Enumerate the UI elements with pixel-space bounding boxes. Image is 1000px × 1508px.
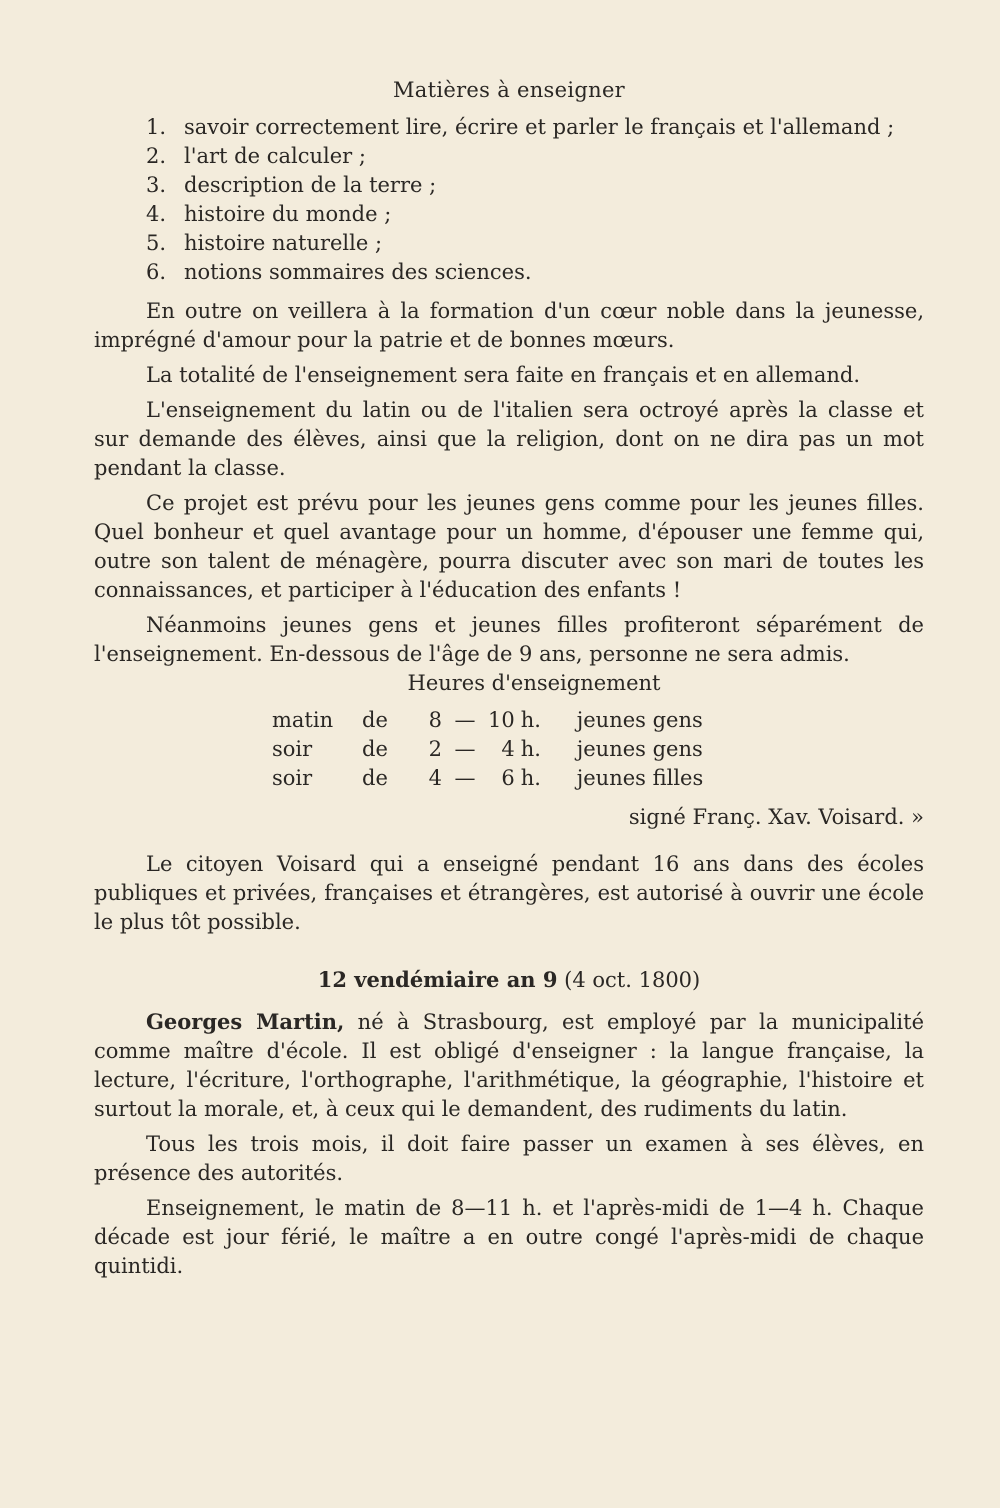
person-name: Georges Martin, <box>146 1009 345 1034</box>
table-row: soir de 4 — 6 h. jeunes filles <box>272 766 704 790</box>
paragraph: Tous les trois mois, il doit faire passer un examen à ses élèves, en présence des autorités. <box>94 1132 924 1185</box>
schedule-table <box>272 706 703 793</box>
list-item: 1. savoir correctement lire, écrire et parler le français et l'allemand ; <box>146 115 895 139</box>
list-item: 6. notions sommaires des sciences. <box>146 260 532 284</box>
list-item: 2. l'art de calculer ; <box>146 144 366 168</box>
paragraph-text: né à Strasbourg, est employé par la municipalité comme maître d'école. Il est obligé d'enseigner : la langue française, la lecture, l'écriture, l'orthographe, l'arithmétique, la géographie, l'histoire et surtout la morale, et, à ceux qui le demandent, des rudiments du latin. <box>94 1010 924 1121</box>
list-item: 5. histoire naturelle ; <box>146 231 383 255</box>
paragraph: L'enseignement du latin ou de l'italien sera octroyé après la classe et sur demande des élèves, ainsi que la religion, dont on ne dira pas un mot pendant la classe. <box>94 398 924 480</box>
paragraph <box>94 1007 924 1124</box>
date-heading-bold: 12 vendémiaire an 9 <box>317 967 558 992</box>
schedule-heading: Heures d'enseignement <box>407 671 661 695</box>
document-page <box>94 76 924 1287</box>
date-heading-normal: (4 oct. 1800) <box>557 968 701 992</box>
paragraph: Enseignement, le matin de 8—11 h. et l'après-midi de 1—4 h. Chaque décade est jour férié, le maître a en outre congé l'après-midi de chaque quintidi. <box>94 1196 924 1278</box>
table-row: soir de 2 — 4 h. jeunes gens <box>272 737 703 761</box>
paragraph: Ce projet est prévu pour les jeunes gens comme pour les jeunes filles. Quel bonheur et quel avantage pour un homme, d'épouser une femme qui, outre son talent de ménagère, pourra discuter avec son mari de toutes les connaissances, et participer à l'éducation des enfants ! <box>94 491 924 602</box>
paragraph: La totalité de l'enseignement sera faite en français et en allemand. <box>146 363 860 387</box>
paragraph: En outre on veillera à la formation d'un cœur noble dans la jeunesse, imprégné d'amour pour la patrie et de bonnes mœurs. <box>94 299 924 352</box>
paragraph: Néanmoins jeunes gens et jeunes filles profiteront séparément de l'enseignement. En-dessous de l'âge de 9 ans, personne ne sera admis. <box>94 613 924 666</box>
signature: signé Franç. Xav. Voisard. » <box>628 805 924 829</box>
list-item: 3. description de la terre ; <box>146 173 437 197</box>
paragraph: Le citoyen Voisard qui a enseigné pendant 16 ans dans des écoles publiques et privées, françaises et étrangères, est autorisé à ouvrir une école le plus tôt possible. <box>94 852 924 934</box>
date-heading <box>94 965 924 995</box>
table-row: matin de 8 — 10 h. jeunes gens <box>272 708 703 732</box>
list-item: 4. histoire du monde ; <box>146 202 392 226</box>
subjects-list <box>94 113 924 287</box>
subjects-heading: Matières à enseigner <box>392 78 626 102</box>
